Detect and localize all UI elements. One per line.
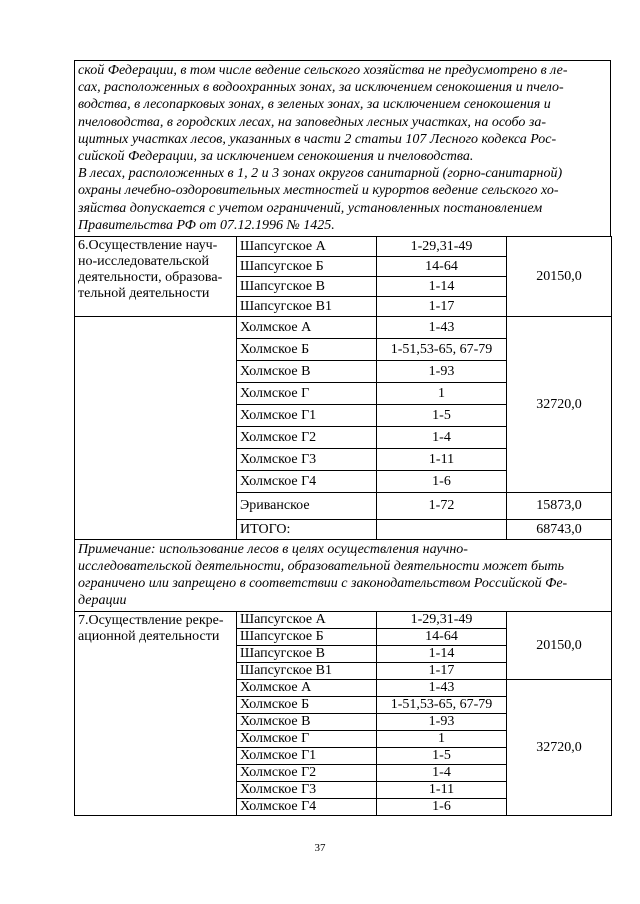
note-cell [75, 540, 612, 612]
forestry-name: Шапсугское В1 [237, 297, 377, 317]
note-line: Правительства РФ от 07.12.1996 № 1425. [78, 217, 335, 233]
forestry-name: Холмское Г4 [237, 799, 377, 816]
area: 20150,0 [507, 612, 612, 680]
note-line: ограничено или запрещено в соответствии с законодательством Российской Фе- [78, 576, 568, 592]
note-line: охраны лечебно-оздоровительных местностей и курортов ведение сельского хо- [78, 183, 559, 199]
quarters: 1-43 [377, 317, 507, 339]
forestry-name: Холмское Б [237, 697, 377, 714]
quarters: 1-6 [377, 799, 507, 816]
note-line: Примечание: использование лесов в целях осуществления научно- [78, 542, 468, 558]
note-line: сийской Федерации, за исключением сенокошения и пчеловодства. [78, 149, 474, 165]
area: 15873,0 [507, 493, 612, 520]
activity-cell [75, 612, 237, 816]
forestry-name: Эриванское [237, 493, 377, 520]
activity-line: 6.Осуществление науч- [78, 238, 218, 254]
quarters: 1-6 [377, 471, 507, 493]
note-line: зяйства допускается с учетом ограничений, установленных постановлением [78, 200, 543, 216]
table-row [75, 317, 612, 339]
note-row [75, 540, 612, 612]
forestry-name: Холмское Г [237, 731, 377, 748]
quarters: 1-29,31-49 [377, 612, 507, 629]
forestry-name: Холмское Г1 [237, 405, 377, 427]
forestry-name: Шапсугское А [237, 237, 377, 257]
quarters: 1-14 [377, 277, 507, 297]
quarters: 14-64 [377, 257, 507, 277]
forestry-name: Холмское Г3 [237, 782, 377, 799]
forestry-name: Холмское Г2 [237, 765, 377, 782]
quarters: 1 [377, 383, 507, 405]
quarters: 1-93 [377, 361, 507, 383]
activity-line: деятельности, образова- [78, 270, 223, 286]
quarters: 1-72 [377, 493, 507, 520]
quarters: 1-4 [377, 765, 507, 782]
activity-line: но-исследовательской [78, 254, 209, 270]
empty-activity-cell [75, 317, 237, 540]
forestry-name: Шапсугское В [237, 646, 377, 663]
note-line: дерации [78, 593, 127, 609]
quarters: 1-14 [377, 646, 507, 663]
quarters: 1-29,31-49 [377, 237, 507, 257]
total-area: 68743,0 [507, 520, 612, 540]
forestry-name: Шапсугское В1 [237, 663, 377, 680]
quarters: 1-5 [377, 405, 507, 427]
quarters: 1 [377, 731, 507, 748]
area: 20150,0 [507, 237, 612, 317]
forestry-name: Холмское В [237, 714, 377, 731]
note-line: исследовательской деятельности, образовательной деятельности может быть [78, 559, 564, 575]
forestry-name: Шапсугское А [237, 612, 377, 629]
forestry-name: Холмское Г1 [237, 748, 377, 765]
quarters: 1-43 [377, 680, 507, 697]
quarters: 1-17 [377, 663, 507, 680]
forestry-name: Холмское А [237, 680, 377, 697]
note-line: пчеловодства, в городских лесах, на заповедных лесных участках, на особо за- [78, 114, 547, 130]
forestry-name: Холмское Г3 [237, 449, 377, 471]
top-note [74, 60, 611, 236]
quarters: 1-4 [377, 427, 507, 449]
quarters: 14-64 [377, 629, 507, 646]
table-row [75, 237, 612, 257]
note-line: щитных участках лесов, указанных в части 2 статьи 107 Лесного кодекса Рос- [78, 131, 557, 147]
forestry-name: Холмское Б [237, 339, 377, 361]
forestry-name: Холмское Г [237, 383, 377, 405]
forestry-name: Холмское Г2 [237, 427, 377, 449]
total-label: ИТОГО: [237, 520, 377, 540]
note-line: сах, расположенных в водоохранных зонах, за исключением сенокошения и пчело- [78, 80, 564, 96]
forestry-name: Холмское Г4 [237, 471, 377, 493]
quarters: 1-51,53-65, 67-79 [377, 339, 507, 361]
quarters: 1-11 [377, 782, 507, 799]
quarters: 1-5 [377, 748, 507, 765]
quarters: 1-11 [377, 449, 507, 471]
note-line: ской Федерации, в том числе ведение сельского хозяйства не предусмотрено в ле- [78, 63, 568, 78]
activity-line: ационной деятельности [78, 629, 220, 645]
quarters: 1-51,53-65, 67-79 [377, 697, 507, 714]
quarters: 1-17 [377, 297, 507, 317]
page-number: 37 [314, 842, 326, 854]
area: 32720,0 [507, 317, 612, 493]
activity-cell [75, 237, 237, 317]
note-line: водства, в лесопарковых зонах, в зеленых зонах, за исключением сенокошения и [78, 97, 551, 113]
forestry-name: Холмское В [237, 361, 377, 383]
empty-cell [377, 520, 507, 540]
forestry-name: Холмское А [237, 317, 377, 339]
forestry-name: Шапсугское Б [237, 257, 377, 277]
forestry-table [74, 236, 612, 816]
document-page [74, 60, 611, 816]
forestry-name: Шапсугское Б [237, 629, 377, 646]
quarters: 1-93 [377, 714, 507, 731]
table-row [75, 612, 612, 629]
area: 32720,0 [507, 680, 612, 816]
forestry-name: Шапсугское В [237, 277, 377, 297]
activity-line: тельной деятельности [78, 286, 210, 302]
activity-line: 7.Осуществление рекре- [78, 613, 224, 629]
note-line: В лесах, расположенных в 1, 2 и 3 зонах округов санитарной (горно-санитарной) [78, 166, 563, 182]
